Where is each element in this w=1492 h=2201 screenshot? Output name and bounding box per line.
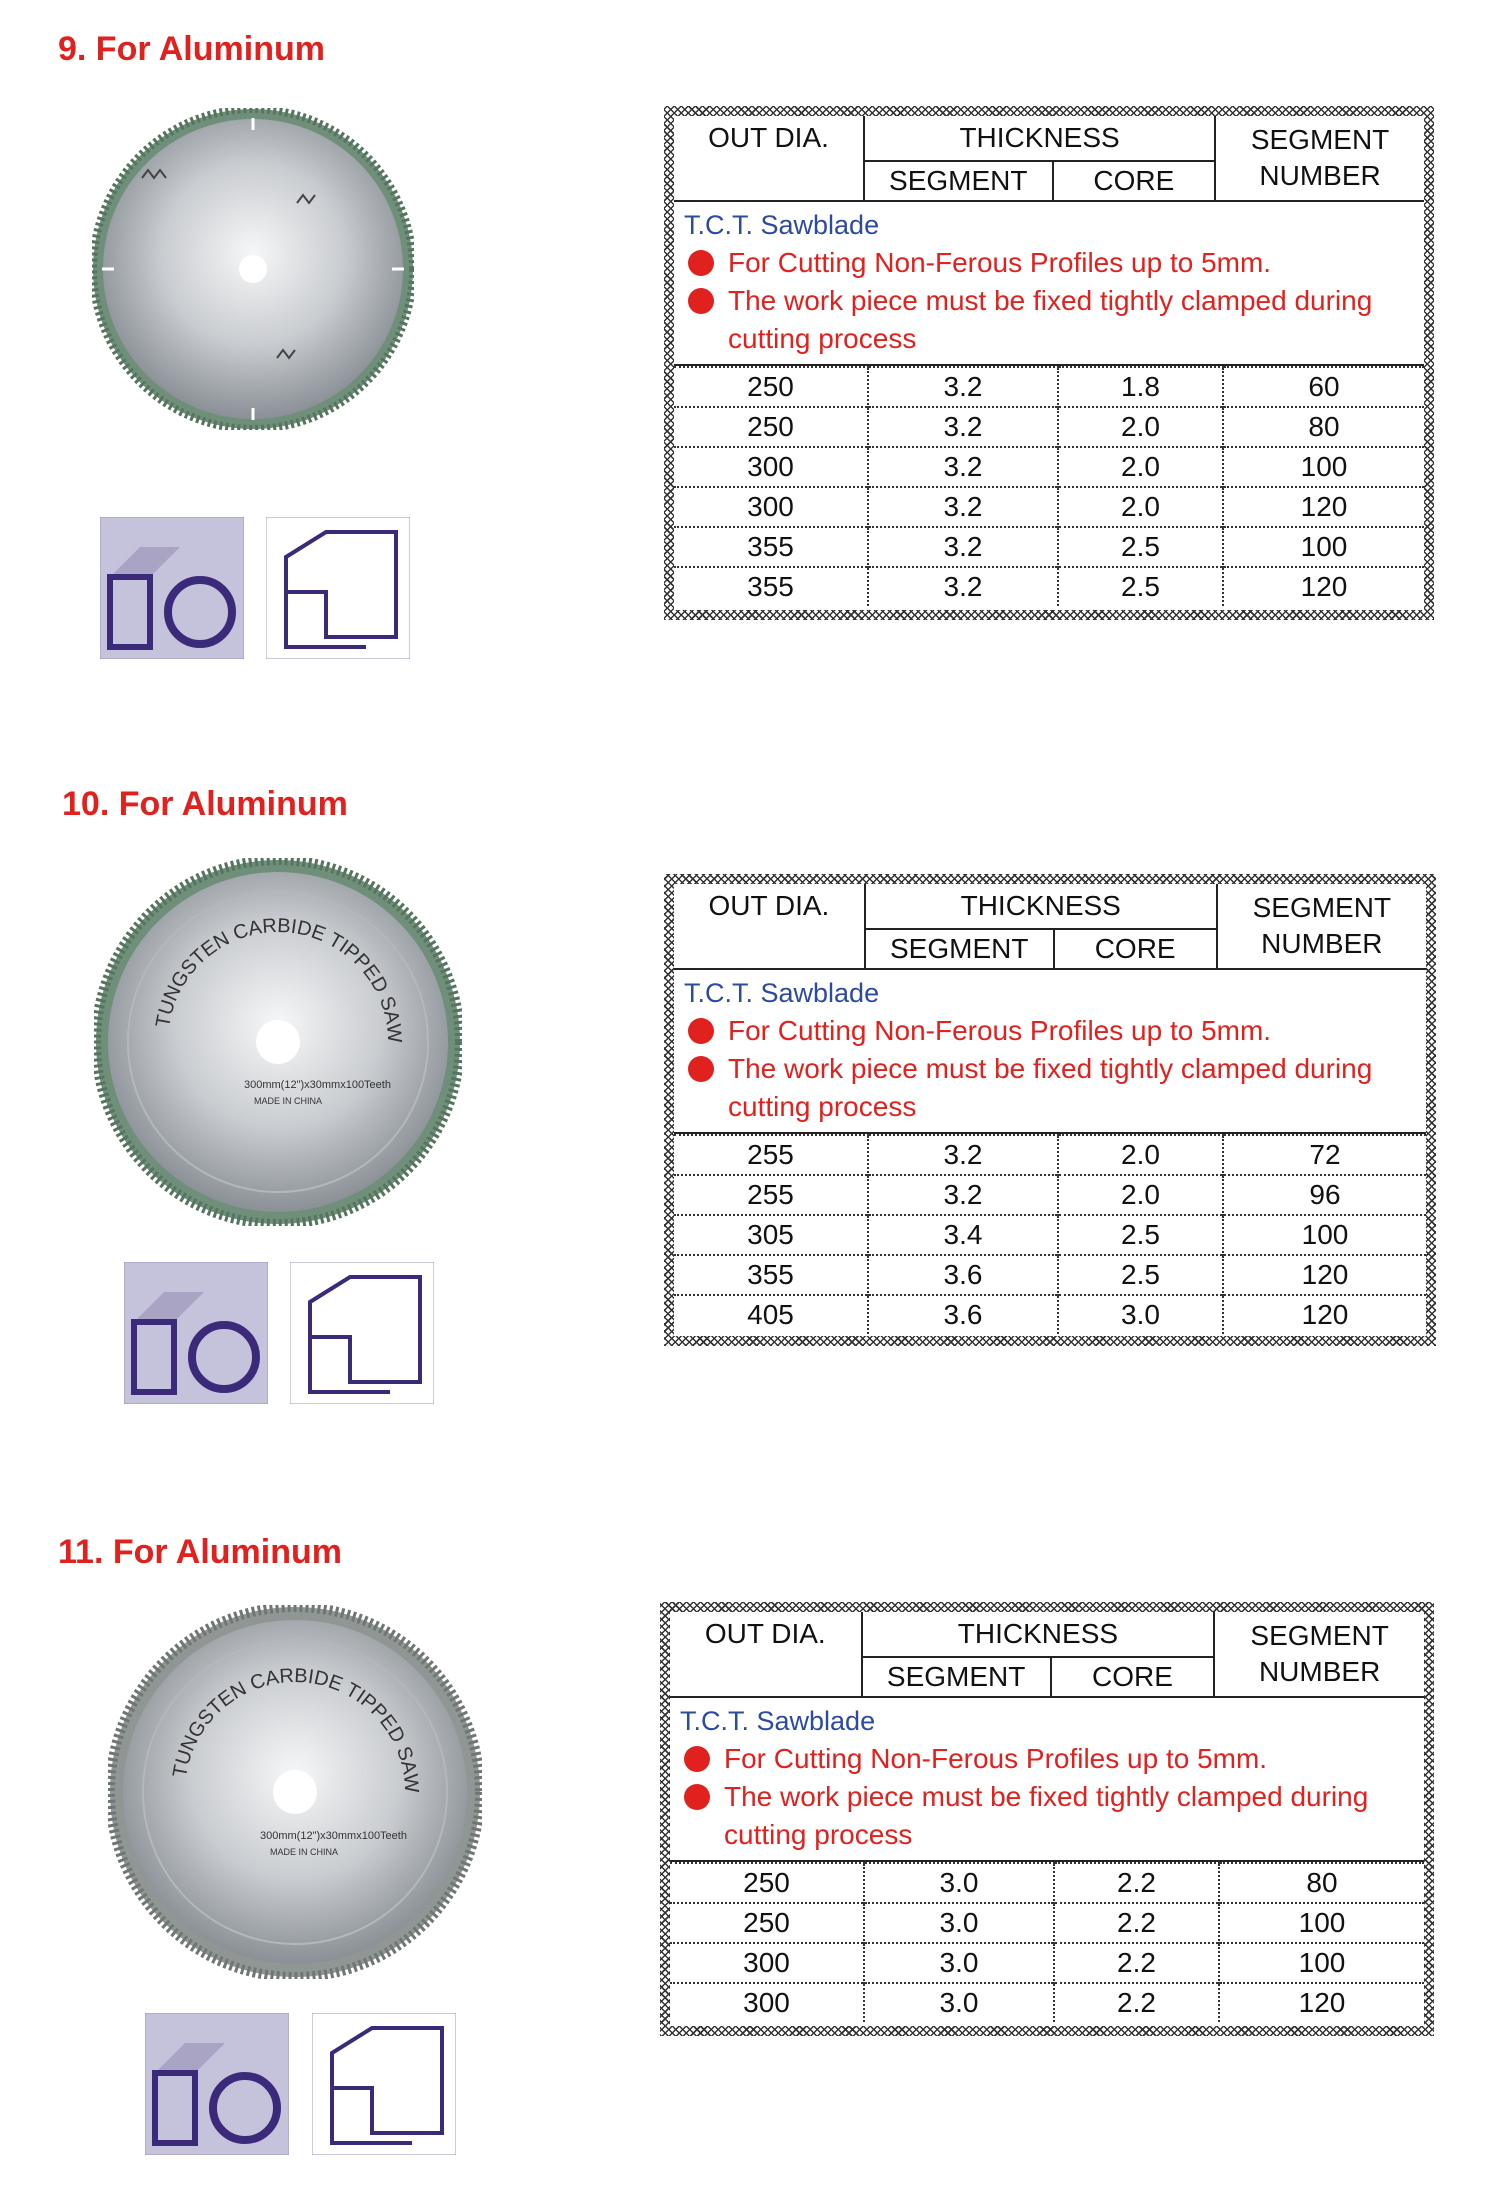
table-row bbox=[674, 1255, 1426, 1295]
cell: 405 bbox=[674, 1295, 868, 1334]
table-header bbox=[674, 116, 1424, 202]
table-row bbox=[670, 1983, 1424, 2022]
saw-blade-image bbox=[94, 858, 462, 1226]
cell: 2.5 bbox=[1058, 527, 1223, 567]
table-row bbox=[670, 1863, 1424, 1903]
cell: 3.2 bbox=[868, 447, 1058, 487]
cell: 305 bbox=[674, 1215, 868, 1255]
cell: 100 bbox=[1219, 1903, 1424, 1943]
cell: 250 bbox=[670, 1863, 864, 1903]
col-segment-number-line1: SEGMENT bbox=[1252, 892, 1392, 923]
note-text: The work piece must be fixed tightly clamped during cutting process bbox=[728, 1053, 1373, 1122]
cell: 120 bbox=[1223, 1295, 1426, 1334]
frame-profile-icon bbox=[266, 517, 410, 659]
cell: 80 bbox=[1219, 1863, 1424, 1903]
table-row bbox=[674, 567, 1424, 606]
note-item bbox=[680, 1778, 1414, 1854]
saw-blade-icon bbox=[108, 1605, 482, 1979]
cell: 3.6 bbox=[868, 1295, 1058, 1334]
frame-profile-icon bbox=[312, 2013, 456, 2155]
note-text: For Cutting Non-Ferous Profiles up to 5mm. bbox=[724, 1743, 1268, 1774]
cell: 355 bbox=[674, 527, 868, 567]
col-out-dia: OUT DIA. bbox=[674, 884, 865, 969]
cell: 3.2 bbox=[868, 1175, 1058, 1215]
cell: 120 bbox=[1223, 487, 1424, 527]
spec-table bbox=[660, 1602, 1434, 2036]
cell: 2.0 bbox=[1058, 1135, 1223, 1175]
cell: 3.2 bbox=[868, 567, 1058, 606]
col-segment-number bbox=[1214, 1612, 1424, 1697]
cell: 120 bbox=[1223, 1255, 1426, 1295]
cell: 3.4 bbox=[868, 1215, 1058, 1255]
cell: 3.2 bbox=[868, 487, 1058, 527]
blade-size-label: 300mm(12")x30mmx100Teeth bbox=[244, 1079, 391, 1091]
blade-arc-label: TUNGSTEN CARBIDE TIPPED SAW bbox=[151, 914, 406, 1044]
cell: 72 bbox=[1223, 1135, 1426, 1175]
col-core: CORE bbox=[1054, 929, 1217, 969]
blade-origin-label: MADE IN CHINA bbox=[254, 1096, 323, 1106]
blade-origin-label: MADE IN CHINA bbox=[270, 1847, 339, 1857]
brand-label: T.C.T. Sawblade bbox=[684, 210, 880, 240]
saw-blade-icon bbox=[92, 108, 414, 430]
blade-size-label: 300mm(12")x30mmx100Teeth bbox=[260, 1830, 407, 1842]
section-title: 9. For Aluminum bbox=[58, 30, 325, 68]
table-row bbox=[674, 1295, 1426, 1334]
col-segment-number-line2: NUMBER bbox=[1259, 160, 1381, 191]
cell: 80 bbox=[1223, 407, 1424, 447]
cell: 3.0 bbox=[864, 1943, 1054, 1983]
cell: 250 bbox=[670, 1903, 864, 1943]
table-row bbox=[674, 407, 1424, 447]
cell: 3.2 bbox=[868, 1135, 1058, 1175]
bullet-icon bbox=[688, 1018, 714, 1044]
col-segment-number bbox=[1215, 116, 1424, 201]
bullet-icon bbox=[684, 1784, 710, 1810]
note-text: The work piece must be fixed tightly clamped during cutting process bbox=[728, 285, 1373, 354]
cell: 250 bbox=[674, 367, 868, 407]
note-item bbox=[684, 244, 1414, 282]
cell: 120 bbox=[1219, 1983, 1424, 2022]
cell: 96 bbox=[1223, 1175, 1426, 1215]
cell: 355 bbox=[674, 1255, 868, 1295]
cell: 2.0 bbox=[1058, 487, 1223, 527]
note-text: For Cutting Non-Ferous Profiles up to 5mm. bbox=[728, 247, 1272, 278]
cell: 1.8 bbox=[1058, 367, 1223, 407]
col-thickness: THICKNESS bbox=[865, 884, 1217, 929]
table-header bbox=[670, 1612, 1424, 1698]
table-notes bbox=[674, 970, 1426, 1134]
cell: 3.0 bbox=[864, 1983, 1054, 2022]
col-segment-number-line1: SEGMENT bbox=[1250, 124, 1390, 155]
bullet-icon bbox=[684, 1746, 710, 1772]
table-body bbox=[674, 1134, 1426, 1334]
cell: 3.0 bbox=[864, 1903, 1054, 1943]
note-item bbox=[684, 1012, 1416, 1050]
note-item bbox=[684, 282, 1414, 358]
spec-table bbox=[664, 874, 1436, 1346]
cell: 300 bbox=[670, 1943, 864, 1983]
cell: 255 bbox=[674, 1135, 868, 1175]
table-row bbox=[674, 447, 1424, 487]
blade-arc-label: TUNGSTEN CARBIDE TIPPED SAW bbox=[168, 1664, 423, 1794]
cell: 100 bbox=[1223, 447, 1424, 487]
table-body bbox=[670, 1862, 1424, 2022]
cell: 2.2 bbox=[1054, 1943, 1219, 1983]
table-header bbox=[674, 884, 1426, 970]
table-row bbox=[670, 1943, 1424, 1983]
col-core: CORE bbox=[1053, 161, 1216, 201]
note-text: For Cutting Non-Ferous Profiles up to 5mm. bbox=[728, 1015, 1272, 1046]
col-segment: SEGMENT bbox=[864, 161, 1053, 201]
section-title: 10. For Aluminum bbox=[62, 785, 348, 823]
tube-profile-icon bbox=[100, 517, 244, 659]
cell: 300 bbox=[674, 487, 868, 527]
note-item bbox=[684, 1050, 1416, 1126]
col-core: CORE bbox=[1051, 1657, 1215, 1697]
col-segment-number-line2: NUMBER bbox=[1258, 1656, 1381, 1687]
tube-profile-icon bbox=[124, 1262, 268, 1404]
cell: 2.2 bbox=[1054, 1863, 1219, 1903]
cell: 300 bbox=[670, 1983, 864, 2022]
note-text: The work piece must be fixed tightly clamped during cutting process bbox=[724, 1781, 1369, 1850]
cell: 100 bbox=[1223, 1215, 1426, 1255]
frame-profile-icon bbox=[290, 1262, 434, 1404]
table-body bbox=[674, 366, 1424, 606]
col-out-dia: OUT DIA. bbox=[670, 1612, 862, 1697]
brand-label: T.C.T. Sawblade bbox=[680, 1706, 876, 1736]
cell: 2.5 bbox=[1058, 567, 1223, 606]
table-notes bbox=[674, 202, 1424, 366]
table-row bbox=[674, 487, 1424, 527]
cell: 3.6 bbox=[868, 1255, 1058, 1295]
table-row bbox=[674, 1175, 1426, 1215]
section-title: 11. For Aluminum bbox=[58, 1533, 343, 1571]
cell: 100 bbox=[1223, 527, 1424, 567]
cell: 355 bbox=[674, 567, 868, 606]
note-item bbox=[680, 1740, 1414, 1778]
cell: 3.2 bbox=[868, 527, 1058, 567]
cell: 3.0 bbox=[864, 1863, 1054, 1903]
cell: 300 bbox=[674, 447, 868, 487]
col-out-dia: OUT DIA. bbox=[674, 116, 864, 201]
cell: 255 bbox=[674, 1175, 868, 1215]
cell: 100 bbox=[1219, 1943, 1424, 1983]
table-row bbox=[674, 1135, 1426, 1175]
cell: 2.2 bbox=[1054, 1983, 1219, 2022]
col-segment-number bbox=[1217, 884, 1426, 969]
col-thickness: THICKNESS bbox=[864, 116, 1215, 161]
cell: 2.0 bbox=[1058, 407, 1223, 447]
col-segment: SEGMENT bbox=[865, 929, 1054, 969]
cell: 250 bbox=[674, 407, 868, 447]
table-notes bbox=[670, 1698, 1424, 1862]
bullet-icon bbox=[688, 1056, 714, 1082]
table-row bbox=[674, 1215, 1426, 1255]
table-row bbox=[674, 367, 1424, 407]
table-row bbox=[670, 1903, 1424, 1943]
spec-table bbox=[664, 106, 1434, 620]
cell: 3.2 bbox=[868, 367, 1058, 407]
bullet-icon bbox=[688, 288, 714, 314]
cell: 3.2 bbox=[868, 407, 1058, 447]
saw-blade-icon bbox=[94, 858, 462, 1226]
col-segment: SEGMENT bbox=[862, 1657, 1051, 1697]
cell: 3.0 bbox=[1058, 1295, 1223, 1334]
saw-blade-image bbox=[92, 108, 414, 430]
table-row bbox=[674, 527, 1424, 567]
cell: 120 bbox=[1223, 567, 1424, 606]
cell: 2.5 bbox=[1058, 1255, 1223, 1295]
cell: 2.2 bbox=[1054, 1903, 1219, 1943]
col-thickness: THICKNESS bbox=[862, 1612, 1215, 1657]
cell: 2.0 bbox=[1058, 447, 1223, 487]
bullet-icon bbox=[688, 250, 714, 276]
col-segment-number-line2: NUMBER bbox=[1261, 928, 1383, 959]
col-segment-number-line1: SEGMENT bbox=[1250, 1620, 1389, 1651]
saw-blade-image bbox=[108, 1605, 482, 1979]
cell: 60 bbox=[1223, 367, 1424, 407]
cell: 2.0 bbox=[1058, 1175, 1223, 1215]
cell: 2.5 bbox=[1058, 1215, 1223, 1255]
brand-label: T.C.T. Sawblade bbox=[684, 978, 880, 1008]
tube-profile-icon bbox=[145, 2013, 289, 2155]
